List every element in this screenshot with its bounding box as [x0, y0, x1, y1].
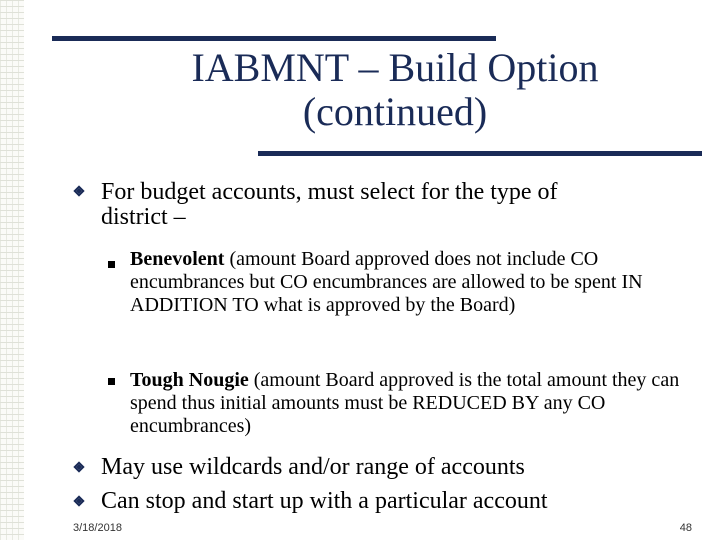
diamond-bullet-icon: [76, 498, 82, 504]
bullet-wildcards: May use wildcards and/or range of accounts: [101, 454, 525, 480]
slide-title-line-2: (continued): [302, 89, 488, 134]
square-bullet-icon: [108, 378, 115, 385]
square-bullet-icon: [108, 261, 115, 268]
title-rule-top: [52, 36, 496, 41]
bullet-stop-start: Can stop and start up with a particular account: [101, 488, 548, 514]
sub-bullet-term: Benevolent: [130, 248, 225, 270]
sub-bullet-description: (amount Board approved is the total amount they can spend thus initial amounts must be REDUCED BY any CO encumbrances): [130, 369, 680, 437]
title-rule-bottom: [258, 151, 702, 156]
slide-title-line-1: IABMNT – Build Option: [191, 45, 599, 90]
footer-date: 3/18/2018: [73, 522, 122, 534]
diamond-bullet-icon: [76, 188, 82, 194]
page-number: 48: [679, 522, 692, 534]
decorative-side-pattern: [0, 0, 24, 540]
sub-bullet-tough-nougie: [130, 369, 690, 438]
sub-bullet-description: (amount Board approved does not include CO encumbrances but CO encumbrances are allowed to be spent IN ADDITION TO what is approved by the Board): [130, 248, 643, 316]
sub-bullet-term: Tough Nougie: [130, 369, 249, 391]
slide-title: [130, 46, 660, 134]
diamond-bullet-icon: [76, 464, 82, 470]
bullet-budget-accounts: For budget accounts, must select for the type of district –: [101, 179, 558, 230]
sub-bullet-benevolent: [130, 248, 690, 317]
